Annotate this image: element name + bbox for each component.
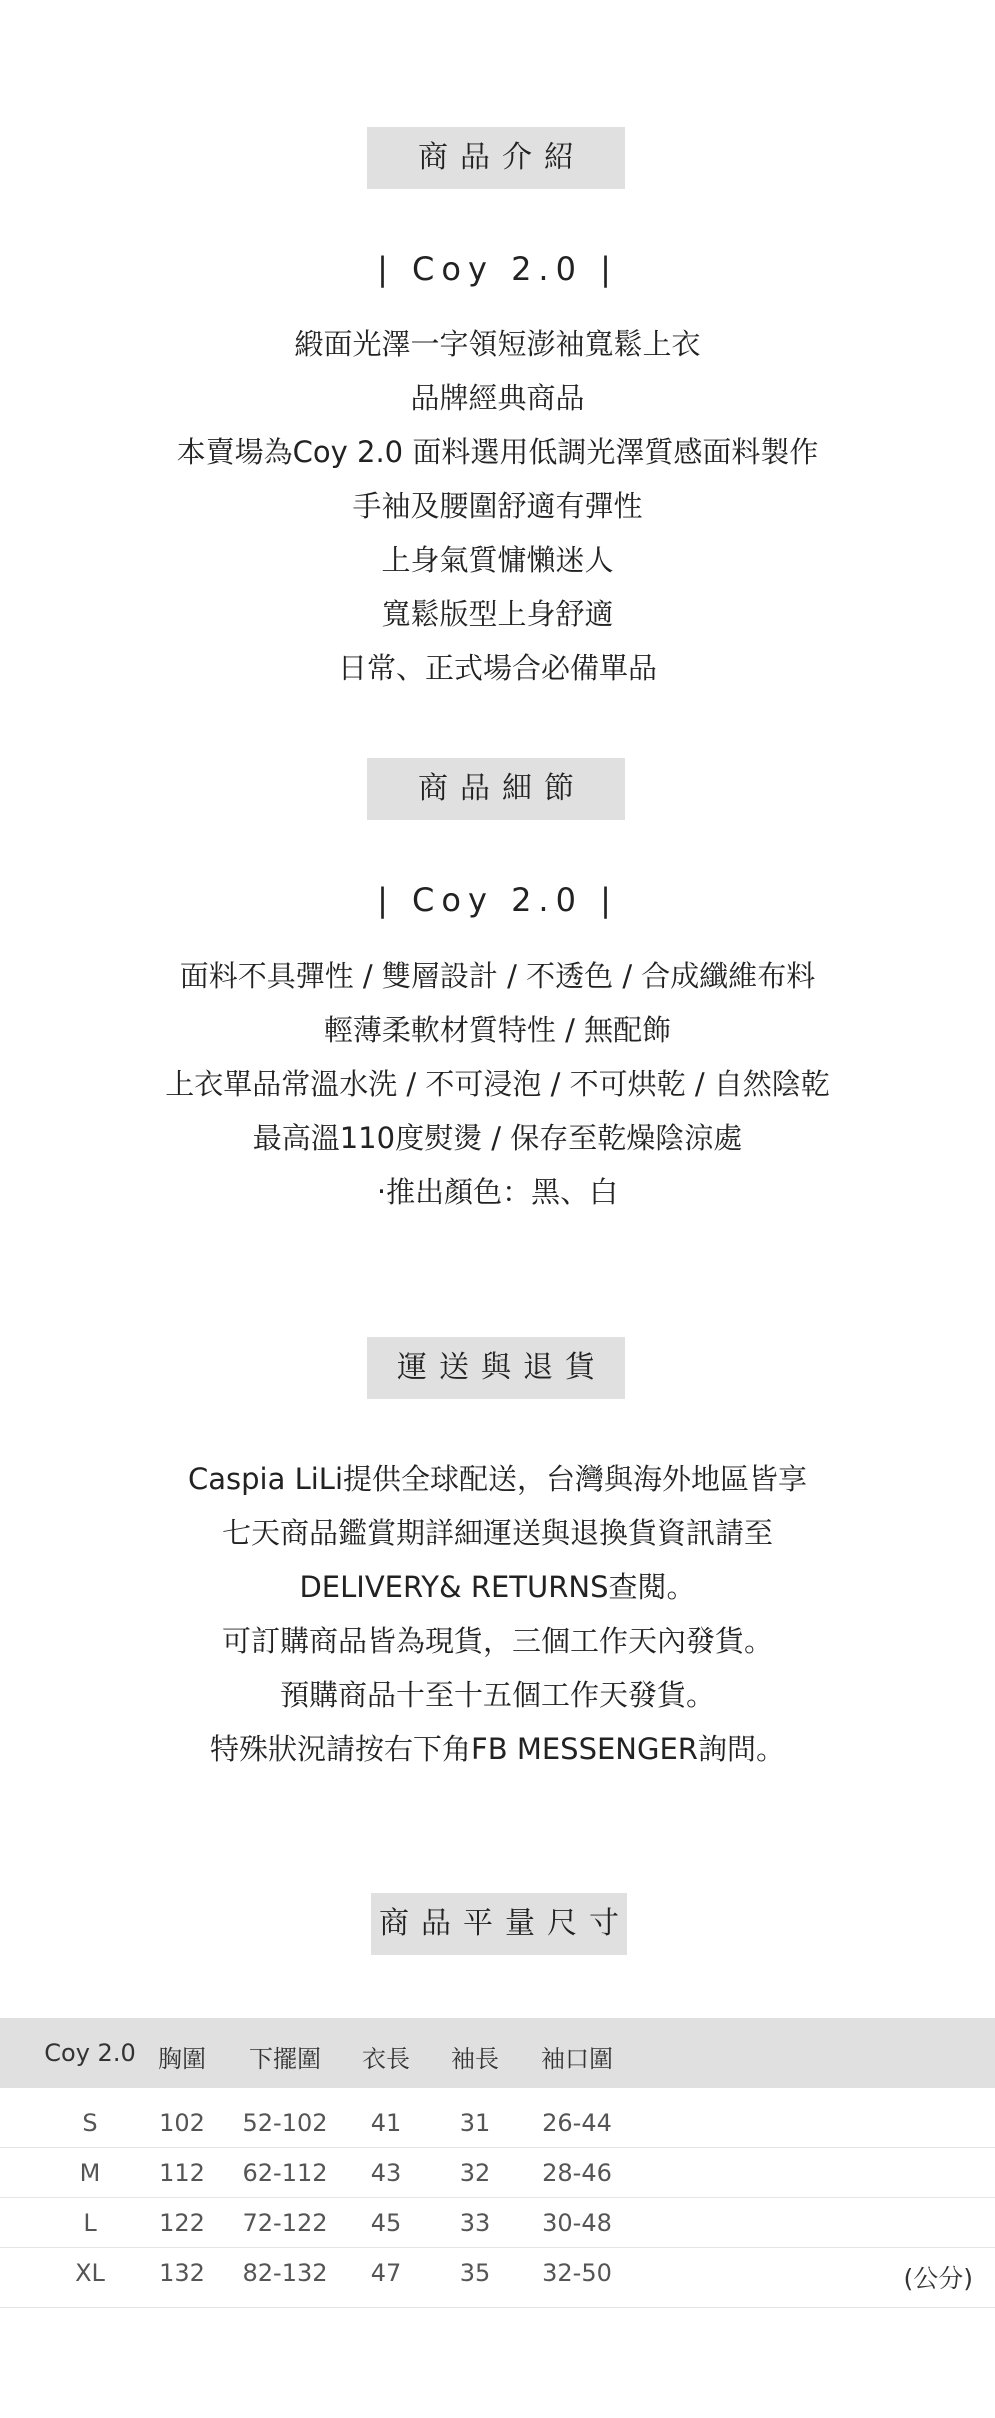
shipping-line: Caspia LiLi提供全球配送，台灣與海外地區皆享 xyxy=(187,1462,807,1496)
intro-line: 本賣場為Coy 2.0 面料選用低調光澤質感面料製作 xyxy=(176,435,819,469)
intro-line: 緞面光澤一字領短澎袖寬鬆上衣 xyxy=(294,327,701,361)
sleeve-length-cell: 32 xyxy=(459,2159,491,2187)
sleeve-length-cell: 33 xyxy=(459,2209,491,2237)
hem-cell: 82-132 xyxy=(242,2259,328,2287)
details-line: 最高溫110度熨燙 / 保存至乾燥陰涼處 xyxy=(252,1121,743,1155)
size-row xyxy=(0,2247,995,2308)
sleeve-length-cell: 31 xyxy=(459,2109,491,2137)
hem-cell: 72-122 xyxy=(242,2209,328,2237)
shipping-line: 七天商品鑑賞期詳細運送與退換貨資訊請至 xyxy=(221,1516,773,1550)
cuff-cell: 26-44 xyxy=(542,2109,612,2137)
size-row xyxy=(0,2147,995,2198)
chest-cell: 132 xyxy=(159,2259,205,2287)
shipping-description xyxy=(0,1452,995,1776)
details-line: 面料不具彈性 / 雙層設計 / 不透色 / 合成纖維布料 xyxy=(179,959,816,993)
size-chart-heading: 商品平量尺寸 xyxy=(371,1893,627,1955)
size-cell: XL xyxy=(75,2259,105,2287)
cuff-cell: 32-50 xyxy=(542,2259,612,2287)
hem-cell: 62-112 xyxy=(242,2159,328,2187)
cuff-cell: 28-46 xyxy=(542,2159,612,2187)
hem-cell: 52-102 xyxy=(242,2109,328,2137)
column-header: 衣長 xyxy=(362,2045,410,2073)
details-line: 輕薄柔軟材質特性 / 無配飾 xyxy=(323,1013,672,1047)
unit-label: (公分) xyxy=(903,2264,973,2293)
intro-line: 日常、正式場合必備單品 xyxy=(337,651,657,685)
details-line: ‧推出顏色：黑、白 xyxy=(376,1175,619,1209)
chest-cell: 102 xyxy=(159,2109,205,2137)
size-cell: M xyxy=(79,2159,101,2187)
chest-cell: 122 xyxy=(159,2209,205,2237)
chest-cell: 112 xyxy=(159,2159,205,2187)
shipping-line: 預購商品十至十五個工作天發貨。 xyxy=(279,1678,715,1712)
sleeve-length-cell: 35 xyxy=(459,2259,491,2287)
shipping-line: DELIVERY& RETURNS查閱。 xyxy=(299,1570,696,1604)
size-cell: S xyxy=(82,2109,98,2137)
length-cell: 43 xyxy=(370,2159,402,2187)
length-cell: 41 xyxy=(370,2109,402,2137)
column-header: 袖口圍 xyxy=(541,2045,613,2073)
length-cell: 45 xyxy=(370,2209,402,2237)
intro-line: 寬鬆版型上身舒適 xyxy=(381,597,614,631)
details-description xyxy=(0,949,995,1219)
size-table-header xyxy=(0,2018,995,2088)
size-row xyxy=(0,2197,995,2248)
intro-line: 上身氣質慵懶迷人 xyxy=(381,543,614,577)
intro-line: 手袖及腰圍舒適有彈性 xyxy=(352,489,643,523)
shipping-line: 特殊狀況請按右下角FB MESSENGER詢問。 xyxy=(210,1732,785,1766)
column-header: Coy 2.0 xyxy=(44,2039,136,2067)
column-header: 袖長 xyxy=(451,2045,499,2073)
intro-subtitle: | Coy 2.0 | xyxy=(377,250,618,288)
size-cell: L xyxy=(83,2209,97,2237)
size-row xyxy=(0,2097,995,2148)
details-heading: 商品細節 xyxy=(367,758,625,820)
intro-line: 品牌經典商品 xyxy=(410,381,585,415)
shipping-line: 可訂購商品皆為現貨，三個工作天內發貨。 xyxy=(221,1624,773,1658)
column-header: 胸圍 xyxy=(158,2045,206,2073)
shipping-heading: 運送與退貨 xyxy=(367,1337,625,1399)
cuff-cell: 30-48 xyxy=(542,2209,612,2237)
intro-description xyxy=(0,317,995,695)
details-subtitle: | Coy 2.0 | xyxy=(377,881,618,919)
length-cell: 47 xyxy=(370,2259,402,2287)
column-header: 下擺圍 xyxy=(249,2045,321,2073)
intro-heading: 商品介紹 xyxy=(367,127,625,189)
details-line: 上衣單品常溫水洗 / 不可浸泡 / 不可烘乾 / 自然陰乾 xyxy=(165,1067,830,1101)
